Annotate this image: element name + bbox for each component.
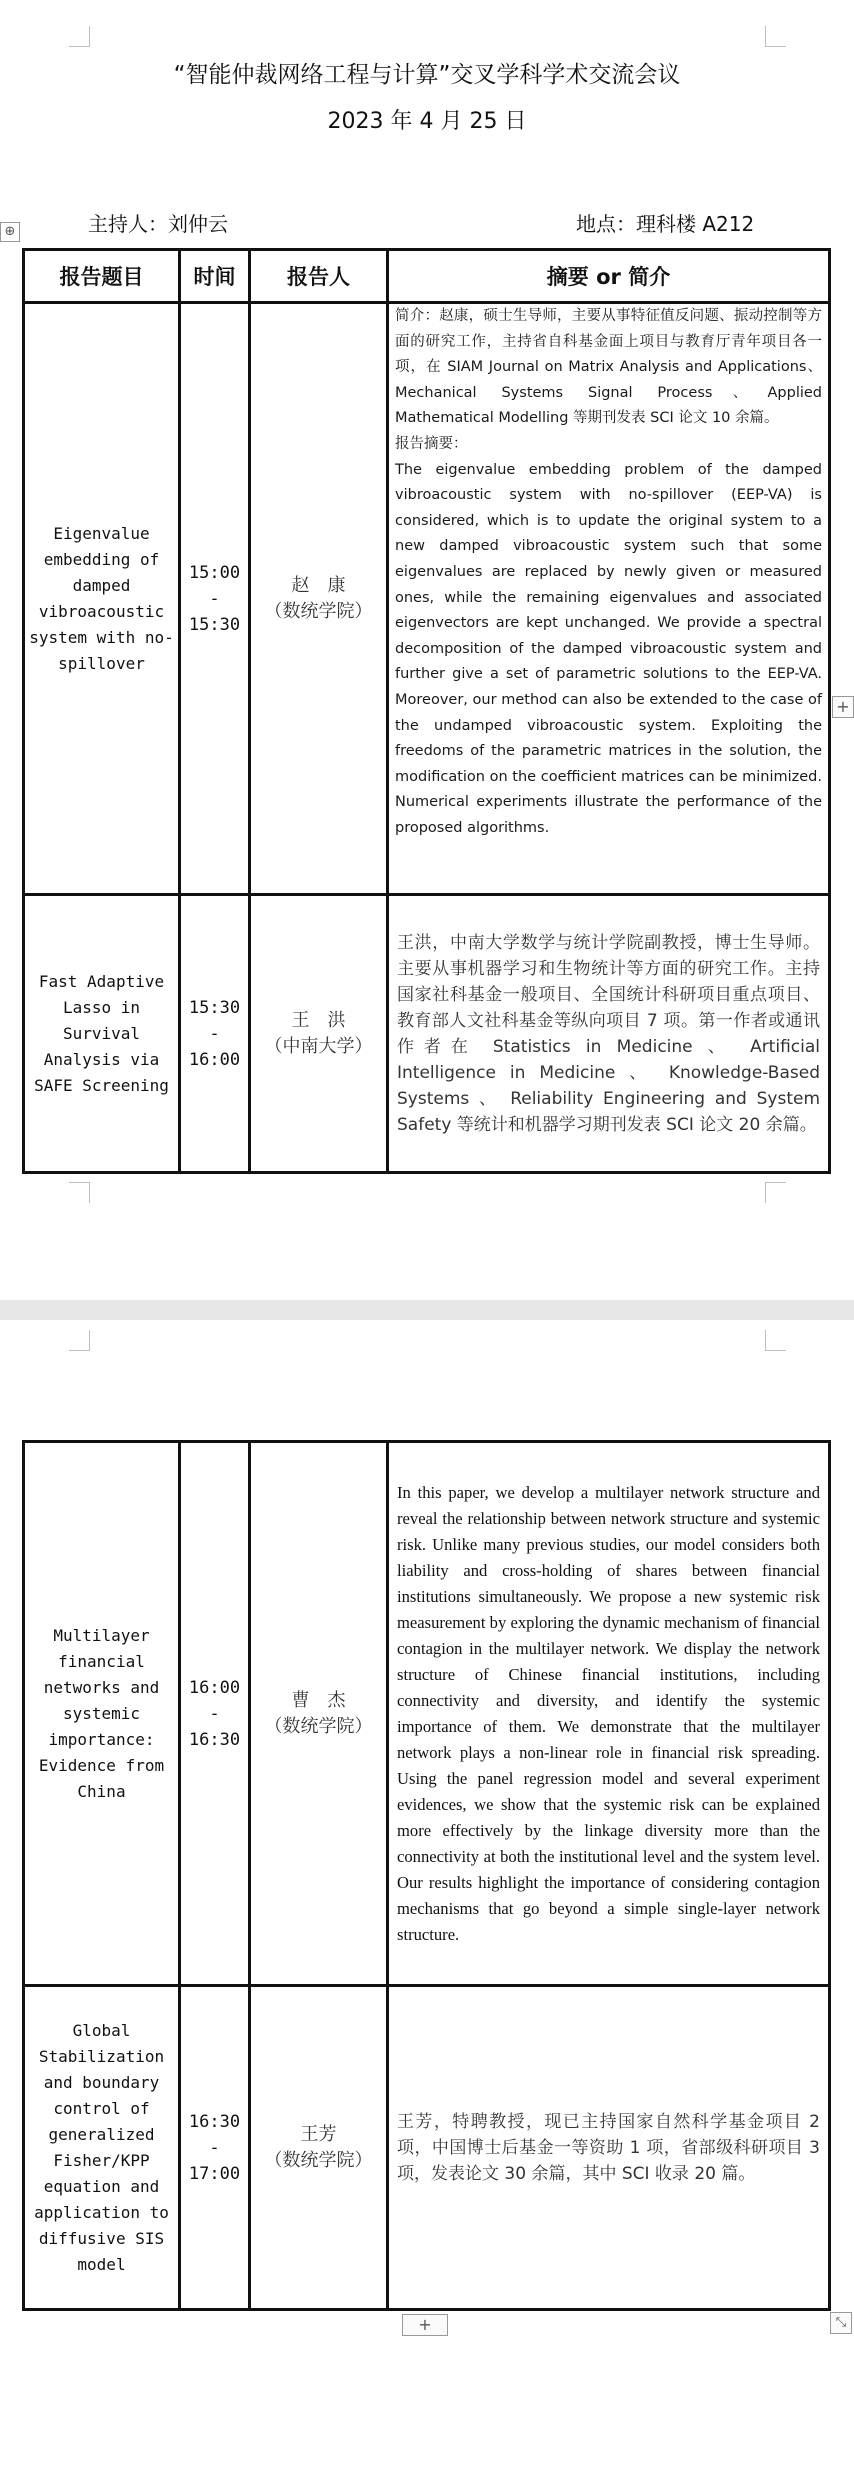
abstract-label: 报告摘要：: [395, 435, 468, 452]
time-cell[interactable]: [180, 895, 250, 1173]
time-separator: -: [209, 1703, 220, 1724]
page-corner-mark: [69, 26, 90, 47]
table-move-handle[interactable]: ⊕: [0, 222, 20, 242]
topic-text: Global Stabilization and boundary control of generalized Fisher/KPP equation and application to diffusive SIS model: [34, 2020, 169, 2274]
speaker-affiliation: （数统学院）: [264, 2149, 373, 2171]
speaker-cell[interactable]: [250, 1442, 388, 1986]
speaker-name: 王芳: [300, 2123, 337, 2145]
topic-text: Multilayer financial networks and systemic importance: Evidence from China: [38, 1625, 165, 1801]
table-row: [24, 303, 830, 895]
header-topic: 报告题目: [24, 250, 180, 303]
location-label: 地点：理科楼 A212: [576, 212, 755, 236]
document-title: “智能仲裁网络工程与计算”交叉学科学术交流会议: [173, 62, 681, 88]
page-corner-mark: [765, 1182, 786, 1203]
header-time: 时间: [180, 250, 250, 303]
time-cell[interactable]: [180, 1442, 250, 1986]
time-end: 16:00: [188, 1049, 241, 1070]
page-corner-mark: [69, 1182, 90, 1203]
time-start: 16:30: [188, 2111, 241, 2132]
speaker-cell[interactable]: [250, 1986, 388, 2310]
table-resize-handle[interactable]: ⤡: [830, 2312, 852, 2334]
abstract-text: The eigenvalue embedding problem of the damped vibroacoustic system with no-spillover (EEP-VA) is considered, which is to update the original system to a new damped vibroacoustic system such that some eigenvalues are replaced by newly given or measured ones, while the remaining eigenvalues and associated eigenvectors are kept unchanged. We provide a spectral decomposition of the damped vibroacoustic system and further give a set of parametric solutions to the EEP-VA. Moreover, our method can also be extended to the case of the undamped vibroacoustic system. Exploiting the freedoms of the parametric matrices in the solution, the modification on the coefficient matrices can be minimized. Numerical experiments illustrate the performance of the proposed algorithms.: [395, 461, 822, 836]
time-cell[interactable]: [180, 1986, 250, 2310]
page-corner-mark: [765, 26, 786, 47]
time-end: 15:30: [188, 614, 241, 635]
host-label: 主持人：刘仲云: [88, 212, 228, 236]
abstract-cell[interactable]: [388, 1986, 830, 2310]
abstract-cell[interactable]: [388, 303, 830, 895]
add-row-button[interactable]: +: [832, 696, 854, 718]
time-separator: -: [209, 2137, 220, 2158]
schedule-table-part-1: [22, 248, 831, 1174]
topic-text: Fast Adaptive Lasso in Survival Analysis via SAFE Screening: [34, 971, 169, 1095]
document-page-2: [0, 1320, 854, 2466]
speaker-cell[interactable]: [250, 895, 388, 1173]
time-separator: -: [209, 588, 220, 609]
page-corner-mark: [69, 1330, 90, 1351]
topic-cell[interactable]: [24, 1986, 180, 2310]
time-start: 16:00: [188, 1677, 241, 1698]
speaker-affiliation: （数统学院）: [264, 1715, 373, 1737]
page-corner-mark: [765, 1330, 786, 1351]
speaker-name: 赵 康: [291, 574, 346, 596]
speaker-affiliation: （中南大学）: [264, 1035, 373, 1057]
speaker-name: 王 洪: [291, 1009, 346, 1031]
time-end: 17:00: [188, 2163, 241, 2184]
abstract-cell[interactable]: [388, 1442, 830, 1986]
speaker-cell[interactable]: [250, 303, 388, 895]
speaker-name: 曹 杰: [291, 1689, 346, 1711]
table-header-row: [24, 250, 830, 303]
document-date: 2023 年 4 月 25 日: [327, 109, 527, 134]
abstract-text: In this paper, we develop a multilayer network structure and reveal the relationship between network structure and systemic risk. Unlike many previous studies, our model considers both liability and cross-holding of shares between financial institutions simultaneously. We propose a new systemic risk measurement by exploring the dynamic mechanism of financial contagion in the multilayer network. We display the network structure of Chinese financial institutions, including connectivity and diversity, and identify the systemic importance of them. We demonstrate that the multilayer network plays a non-linear role in financial risk spreading. Using the panel regression model and several experiment evidences, we show that the systemic risk can be explained more effectively by the linkage diversity more than the connectivity at both the institutional level and the system level. Our results highlight the importance of considering contagion mechanisms that go beyond a simple single-layer network structure.: [397, 1482, 820, 1944]
time-cell[interactable]: [180, 303, 250, 895]
abstract-cell[interactable]: [388, 895, 830, 1173]
schedule-table-part-2: [22, 1440, 831, 2311]
header-speaker: 报告人: [250, 250, 388, 303]
topic-cell[interactable]: [24, 1442, 180, 1986]
add-row-button[interactable]: +: [402, 2314, 448, 2336]
time-start: 15:30: [188, 997, 241, 1018]
table-row: [24, 1442, 830, 1986]
time-separator: -: [209, 1023, 220, 1044]
speaker-affiliation: （数统学院）: [264, 600, 373, 622]
table-row: [24, 895, 830, 1173]
page-gap: [0, 1300, 854, 1320]
speaker-bio: 简介：赵康，硕士生导师，主要从事特征值反问题、振动控制等方面的研究工作，主持省自科基金面上项目与教育厅青年项目各一项，在 SIAM Journal on Matrix Analysis and Applications、Mechanical Systems Signal Process、Applied Mathematical Modelling 等期刊发表 SCI 论文 10 余篇。: [395, 308, 822, 427]
topic-text: Eigenvalue embedding of damped vibroacoustic system with no-spillover: [29, 523, 174, 673]
time-start: 15:00: [188, 562, 241, 583]
topic-cell[interactable]: [24, 303, 180, 895]
topic-cell[interactable]: [24, 895, 180, 1173]
abstract-text: 王洪，中南大学数学与统计学院副教授，博士生导师。主要从事机器学习和生物统计等方面的研究工作。主持国家社科基金一般项目、全国统计科研项目重点项目、教育部人文社科基金等纵向项目 7 项。第一作者或通讯作者在 Statistics in Medicine 、 Artificial Intelligence in Medicine 、 Knowledge-Based Systems 、 Reliability Engineering and System Safety 等统计和机器学习期刊发表 SCI 论文 20 余篇。: [397, 932, 820, 1135]
header-abstract: 摘要 or 简介: [388, 250, 830, 303]
time-end: 16:30: [188, 1729, 241, 1750]
table-row: [24, 1986, 830, 2310]
abstract-text: 王芳，特聘教授，现已主持国家自然科学基金项目 2 项，中国博士后基金一等资助 1 项，省部级科研项目 3 项，发表论文 30 余篇，其中 SCI 收录 20 篇。: [397, 2111, 820, 2184]
